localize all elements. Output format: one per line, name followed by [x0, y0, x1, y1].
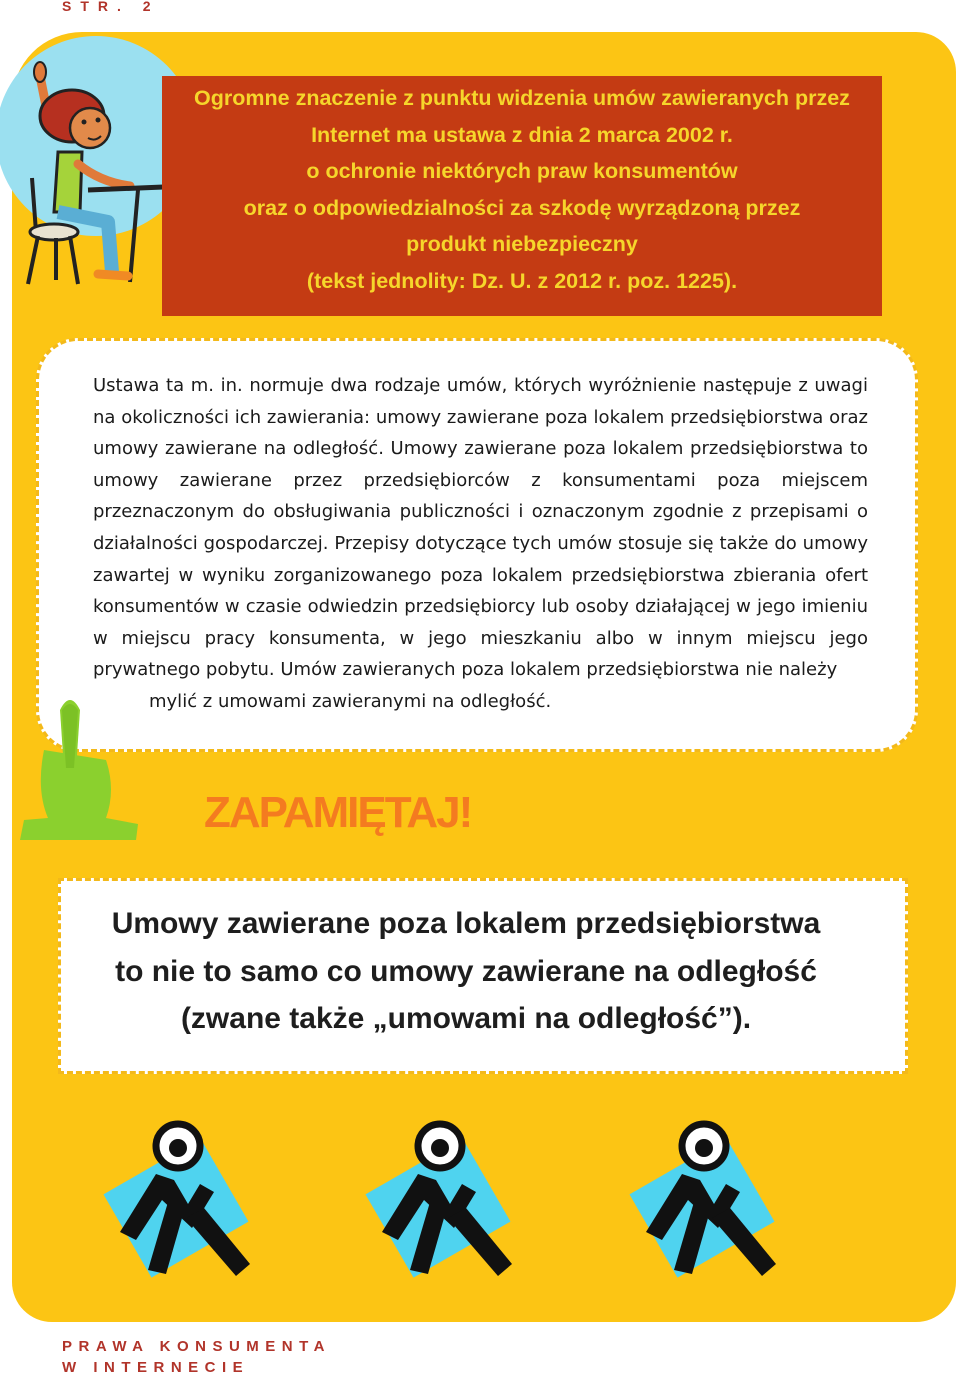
footer-label — [62, 1336, 331, 1378]
walking-figure-icon — [358, 1108, 538, 1288]
notice-line: (tekst jednolity: Dz. U. z 2012 r. poz. 1225). — [306, 268, 738, 293]
exclamation-figure-icon — [16, 690, 146, 870]
body-paragraph: Ustawa ta m. in. normuje dwa rodzaje umów, których wyróżnienie następuje z uwagi na okoliczności ich zawierania: umowy zawierane poza lokalem przedsiębiorstwa oraz umowy zawierane na odległość. Umowy zawierane poza lokalem przedsiębiorstwa to umowy zawierane przez przedsiębiorców z konsumentami poza miejscem przeznaczonym do obsługiwania publiczności i oznaczonym zgodnie z przepisami o działalności gospodarczej. Przepisy dotyczące tych umów stosuje się także do umowy zawartej w wyniku zorganizowanego poza lokalem przedsiębiorstwa zbierania ofert konsumentów w czasie odwiedzin przedsiębiorcy lub osoby działającej w jego imieniu w miejscu pracy konsumenta, w jego mieszkaniu albo w innym miejscu jego prywatnego pobytu. Umów zawieranych poza lokalem przedsiębiorstwa nie należy — [93, 375, 868, 681]
notice-line: oraz o odpowiedzialności za szkodę wyrządzoną przez — [243, 195, 801, 220]
summary-line: (zwane także „umowami na odległość”). — [180, 1002, 752, 1035]
notice-line: Ogromne znaczenie z punktu widzenia umów zawieranych przez — [194, 86, 850, 110]
notice-line: Internet ma ustawa z dnia 2 marca 2002 r. — [311, 122, 733, 147]
body-last-line: mylić z umowami zawieranymi na odległość. — [149, 690, 552, 712]
notice-box — [162, 76, 882, 316]
remember-heading: ZAPAMIĘTAJ! — [204, 788, 472, 837]
summary-line: to nie to samo co umowy zawierane na odległość — [115, 954, 817, 988]
body-text — [93, 370, 868, 718]
summary-text — [96, 900, 836, 1043]
page-label: STR. 2 — [62, 0, 160, 14]
walking-figure-icon — [622, 1108, 802, 1288]
notice-line: produkt niebezpieczny — [406, 232, 638, 257]
summary-line: Umowy zawierane poza lokalem przedsiębiorstwa — [111, 907, 821, 940]
walking-figure-icon — [96, 1108, 276, 1288]
footer-line: PRAWA KONSUMENTA — [62, 1338, 331, 1355]
notice-line: o ochronie niektórych praw konsumentów — [306, 159, 738, 184]
footer-line: W INTERNECIE — [62, 1359, 250, 1376]
